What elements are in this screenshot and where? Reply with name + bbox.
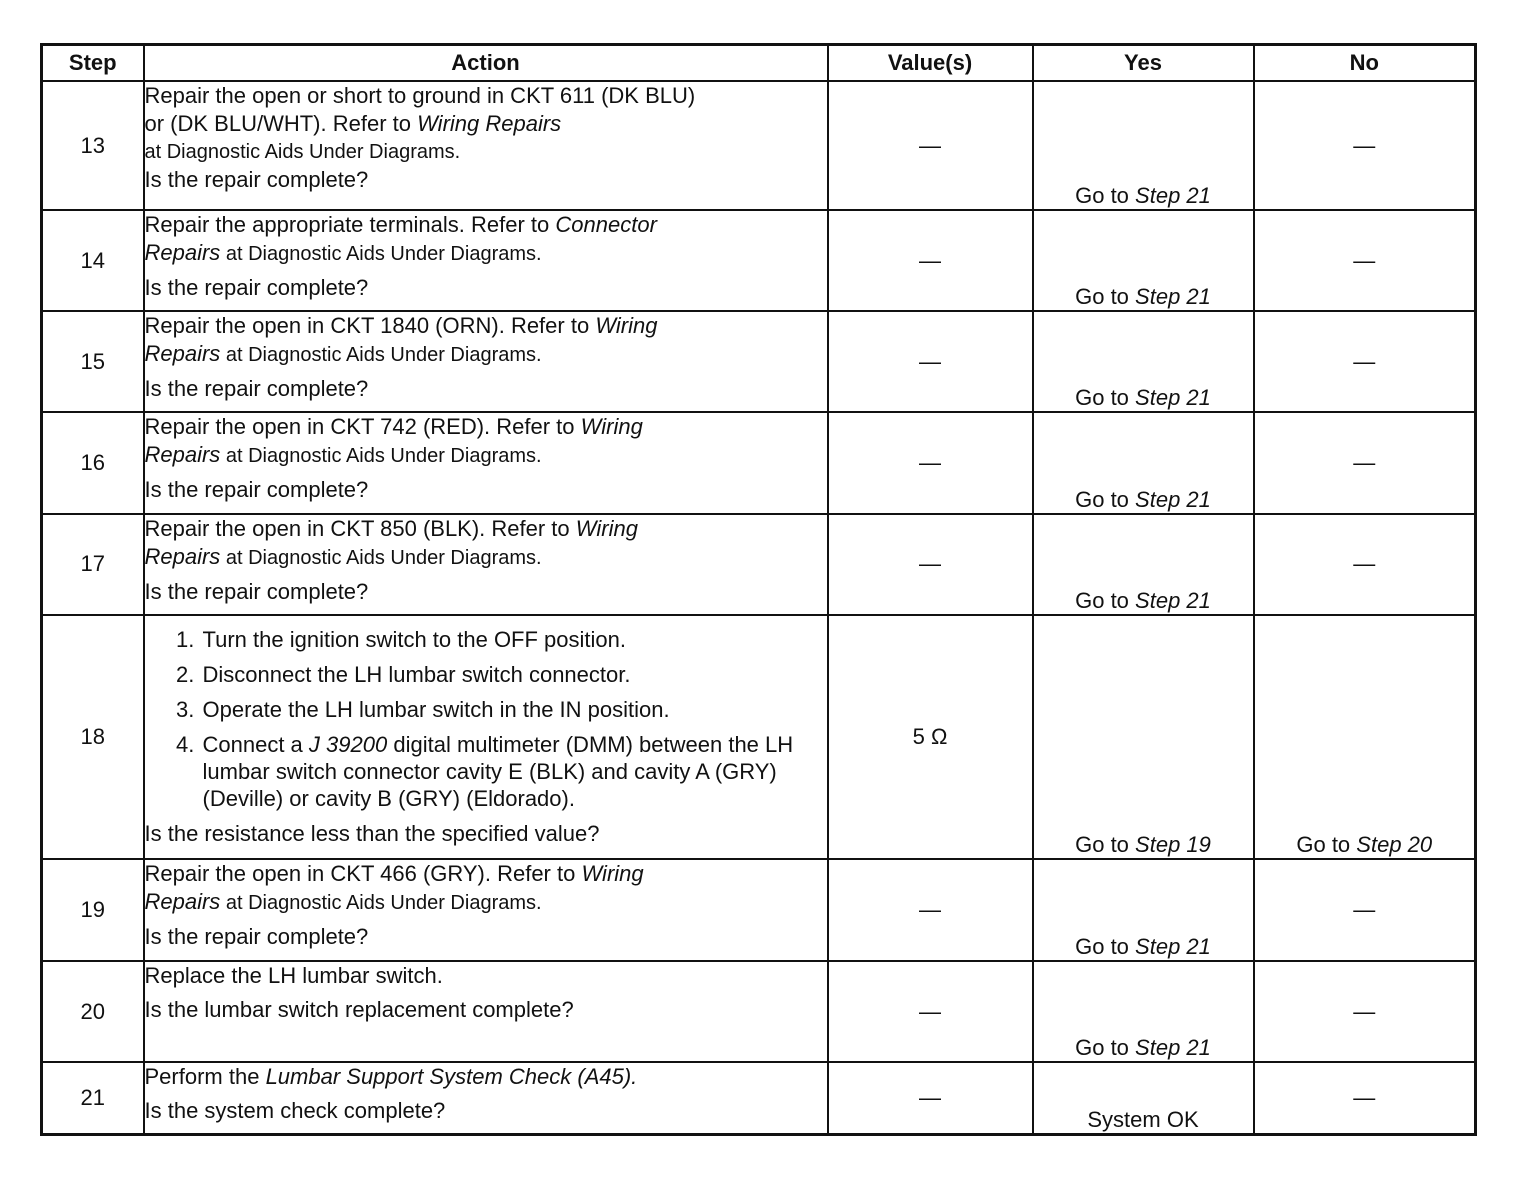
table-row — [42, 412, 1476, 513]
action-cell — [144, 615, 828, 859]
reference-link: Repairs — [144, 889, 221, 915]
no-cell: Go to Step 20 — [1254, 615, 1476, 859]
step-number: 15 — [42, 311, 144, 412]
step-reference: Step 21 — [1135, 934, 1211, 960]
value-cell: — — [828, 961, 1033, 1062]
list-item: 2. Disconnect the LH lumbar switch connector. — [201, 661, 827, 688]
step-reference: Step 21 — [1135, 183, 1211, 209]
step-number: 19 — [42, 859, 144, 961]
action-question: Is the repair complete? — [144, 167, 369, 192]
no-cell: — — [1254, 1062, 1476, 1134]
step-reference: Step 21 — [1135, 385, 1211, 411]
action-question: Is the resistance less than the specified value? — [144, 820, 600, 846]
no-cell: — — [1254, 81, 1476, 210]
action-text: Repairs at Diagnostic Aids Under Diagrams. — [144, 442, 542, 468]
step-number: 16 — [42, 412, 144, 513]
action-text: Repairs at Diagnostic Aids Under Diagrams. — [144, 889, 542, 915]
reference-link: Wiring — [581, 861, 644, 887]
yes-cell: Go to Step 21 — [1033, 311, 1254, 412]
action-text: Repairs at Diagnostic Aids Under Diagrams. — [144, 341, 542, 367]
action-text: Repair the open in CKT 466 (GRY). Refer to Wiring — [144, 861, 644, 887]
yes-cell: Go to Step 21 — [1033, 514, 1254, 615]
list-item: 1. Turn the ignition switch to the OFF position. — [201, 626, 827, 653]
value-cell: — — [828, 514, 1033, 615]
value-cell: — — [828, 412, 1033, 513]
step-number: 20 — [42, 961, 144, 1062]
yes-cell: System OK — [1033, 1062, 1254, 1134]
step-number: 13 — [42, 81, 144, 210]
action-text: at Diagnostic Aids Under Diagrams. — [144, 141, 461, 163]
step-number: 21 — [42, 1062, 144, 1134]
value-cell: — — [828, 859, 1033, 961]
step-reference: Step 19 — [1135, 832, 1211, 858]
yes-cell: Go to Step 21 — [1033, 412, 1254, 513]
table-row — [42, 311, 1476, 412]
tool-reference: J 39200 — [308, 731, 388, 757]
action-cell — [144, 859, 828, 961]
reference-link: Lumbar Support System Check (A45). — [265, 1064, 638, 1090]
header-step: Step — [42, 45, 144, 82]
action-question: Is the lumbar switch replacement complete? — [144, 997, 574, 1023]
header-yes: Yes — [1033, 45, 1254, 82]
table-row — [42, 210, 1476, 311]
reference-link: Connector — [555, 212, 657, 238]
yes-cell: Go to Step 19 — [1033, 615, 1254, 859]
action-text: Repair the appropriate terminals. Refer to Connector — [144, 212, 657, 238]
step-number: 17 — [42, 514, 144, 615]
yes-cell: Go to Step 21 — [1033, 81, 1254, 210]
action-cell — [144, 1062, 828, 1134]
step-number: 18 — [42, 615, 144, 859]
diagnostic-table — [40, 43, 1477, 1136]
procedure-list — [145, 626, 827, 812]
action-question: Is the repair complete? — [144, 578, 369, 604]
reference-link: Wiring — [575, 515, 638, 541]
action-text: Repair the open or short to ground in CKT 611 (DK BLU) — [144, 83, 696, 108]
action-text: Repair the open in CKT 1840 (ORN). Refer to Wiring — [144, 313, 658, 339]
reference-link: Repairs — [144, 341, 221, 367]
action-text: Repairs at Diagnostic Aids Under Diagrams. — [144, 543, 542, 569]
reference-link: Repairs — [144, 240, 221, 266]
step-reference: Step 21 — [1135, 587, 1211, 613]
header-values: Value(s) — [828, 45, 1033, 82]
list-item: 4. Connect a J 39200 digital multimeter (DMM) between the LH lumbar switch connector cavity E (BLK) and cavity A (GRY) (Deville) or cavity B (GRY) (Eldorado). — [201, 731, 827, 812]
table-row — [42, 1062, 1476, 1134]
reference-link: Wiring Repairs — [417, 111, 562, 136]
no-cell: — — [1254, 210, 1476, 311]
no-cell: — — [1254, 514, 1476, 615]
list-item: 3. Operate the LH lumbar switch in the IN position. — [201, 696, 827, 723]
table-row — [42, 81, 1476, 210]
no-cell: — — [1254, 859, 1476, 961]
action-cell — [144, 514, 828, 615]
yes-cell: Go to Step 21 — [1033, 210, 1254, 311]
no-cell: — — [1254, 412, 1476, 513]
value-cell: — — [828, 210, 1033, 311]
value-cell: — — [828, 81, 1033, 210]
action-question: Is the repair complete? — [144, 477, 369, 503]
action-cell — [144, 961, 828, 1062]
table-row — [42, 514, 1476, 615]
action-text: Replace the LH lumbar switch. — [144, 963, 443, 989]
action-cell — [144, 81, 828, 210]
step-reference: Step 21 — [1135, 1035, 1211, 1061]
value-cell: — — [828, 1062, 1033, 1134]
action-text: Repairs at Diagnostic Aids Under Diagrams. — [144, 240, 542, 266]
reference-link: Wiring — [580, 414, 643, 440]
step-reference: Step 21 — [1135, 284, 1211, 310]
yes-cell: Go to Step 21 — [1033, 961, 1254, 1062]
yes-cell: Go to Step 21 — [1033, 859, 1254, 961]
reference-link: Repairs — [144, 442, 221, 468]
step-reference: Step 20 — [1356, 832, 1433, 858]
action-text: Perform the Lumbar Support System Check (A45). — [144, 1064, 638, 1090]
action-question: Is the repair complete? — [144, 275, 369, 301]
header-no: No — [1254, 45, 1476, 82]
action-cell — [144, 210, 828, 311]
action-cell — [144, 311, 828, 412]
no-cell: — — [1254, 311, 1476, 412]
value-cell: — — [828, 311, 1033, 412]
table-row — [42, 961, 1476, 1062]
step-reference: Step 21 — [1135, 486, 1211, 512]
reference-link: Repairs — [144, 543, 221, 569]
action-question: Is the repair complete? — [144, 924, 369, 950]
table-row — [42, 615, 1476, 859]
action-text: or (DK BLU/WHT). Refer to Wiring Repairs — [144, 111, 562, 136]
action-text: Repair the open in CKT 742 (RED). Refer to Wiring — [144, 414, 643, 440]
action-cell — [144, 412, 828, 513]
action-question: Is the system check complete? — [144, 1098, 446, 1124]
step-number: 14 — [42, 210, 144, 311]
action-text: Repair the open in CKT 850 (BLK). Refer to Wiring — [144, 515, 638, 541]
reference-link: Wiring — [595, 313, 658, 339]
no-cell: — — [1254, 961, 1476, 1062]
action-question: Is the repair complete? — [144, 376, 369, 402]
header-row — [42, 45, 1476, 82]
header-action: Action — [144, 45, 828, 82]
table-row — [42, 859, 1476, 961]
value-cell: 5 Ω — [828, 615, 1033, 859]
